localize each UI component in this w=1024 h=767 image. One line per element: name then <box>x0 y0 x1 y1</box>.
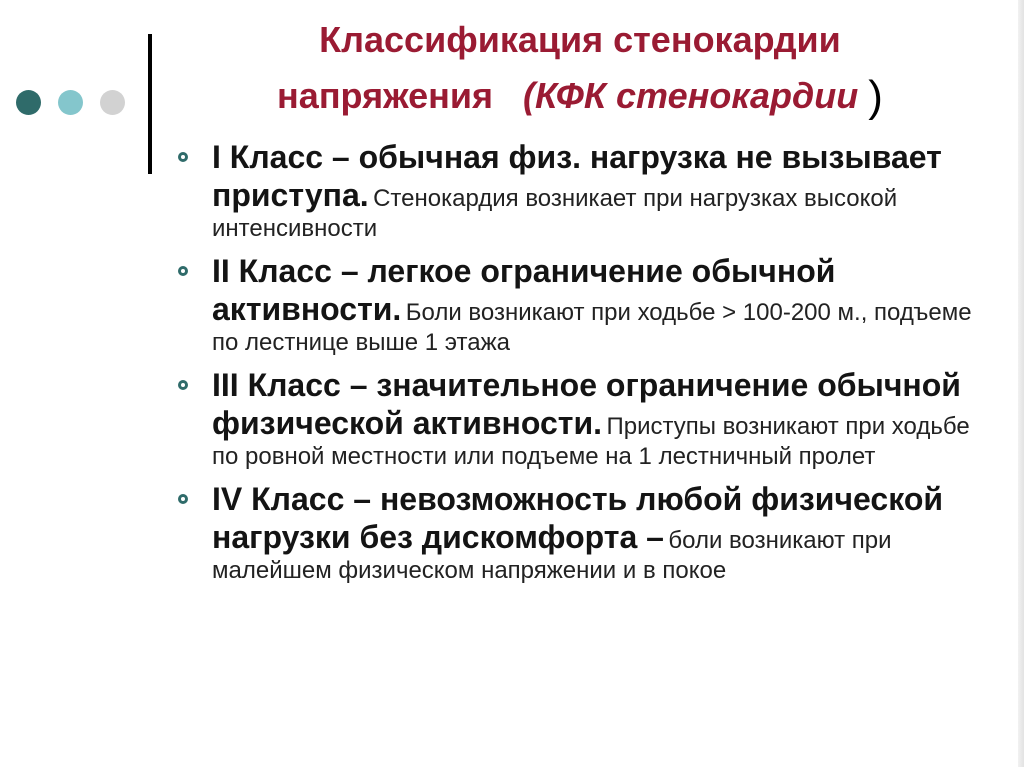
class-3-lead: III Класс – значительное ограничение обычной физической активности. <box>212 367 961 441</box>
title-line-2-main: напряжения <box>277 75 494 116</box>
bullet-circle-icon <box>178 152 188 162</box>
page-edge-shadow <box>1018 0 1024 767</box>
title-closing-paren: ) <box>868 72 883 121</box>
class-4-lead: IV Класс – невозможность любой физической нагрузки без дискомфорта – <box>212 481 944 555</box>
list-item-class-2 <box>178 252 998 358</box>
class-2-body: Боли возникают при ходьбе > 100-200 м., подъеме по лестнице выше 1 этажа <box>212 299 972 356</box>
decorative-dot-dark <box>16 90 41 115</box>
class-1-body: Стенокардия возникает при нагрузках высокой интенсивности <box>212 185 898 242</box>
bullet-circle-icon <box>178 380 188 390</box>
title-line-2-italic: (КФК стенокардии <box>523 75 859 116</box>
class-4-body: боли возникают при малейшем физическом напряжении и в покое <box>212 527 892 584</box>
bullet-circle-icon <box>178 266 188 276</box>
list-item-class-4 <box>178 480 998 586</box>
slide-title <box>170 12 990 125</box>
list-item-class-1 <box>178 138 998 244</box>
class-2-lead: II Класс – легкое ограничение обычной активности. <box>212 253 836 327</box>
list-item-class-3 <box>178 366 998 472</box>
title-line-2 <box>170 68 990 125</box>
title-line-1: Классификация стенокардии <box>319 19 841 60</box>
class-3-body: Приступы возникают при ходьбе по ровной местности или подъеме на 1 лестничный пролет <box>212 413 970 470</box>
class-1-lead: I Класс – обычная физ. нагрузка не вызывает приступа. <box>212 139 942 213</box>
bullet-circle-icon <box>178 494 188 504</box>
class-list <box>178 138 998 586</box>
decorative-dot-gray <box>100 90 125 115</box>
vertical-divider <box>148 34 152 174</box>
decorative-dot-teal <box>58 90 83 115</box>
